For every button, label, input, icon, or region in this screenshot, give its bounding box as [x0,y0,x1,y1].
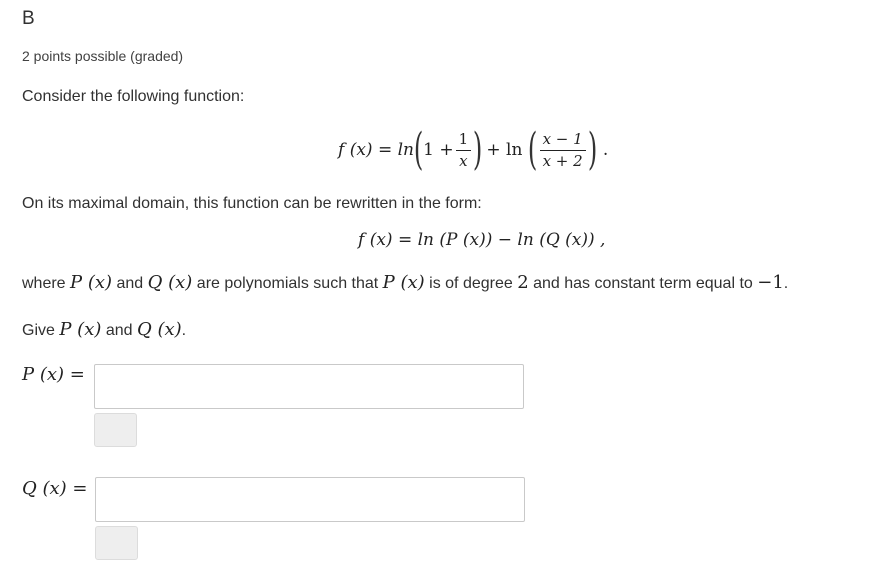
left-paren: ( [413,124,424,175]
fraction-one-over-x [456,130,472,170]
right-paren-2: ) [587,124,597,175]
where-m2: Q (x) [147,272,193,293]
p-answer-label: P (x) = [22,364,85,385]
formula-period: . [602,140,609,160]
where-text [22,272,788,293]
problem-label: B [22,8,35,29]
q-answer-input[interactable] [95,477,525,522]
right-paren: ) [473,124,483,175]
give-t2: and [101,322,137,339]
where-m3: P (x) [382,272,425,293]
give-t1: Give [22,322,60,339]
where-m1: P (x) [70,272,113,293]
give-text [22,319,186,340]
where-t6: . [783,275,789,292]
where-t1: where [22,275,71,292]
fraction-denominator-2: x + 2 [542,152,583,170]
p-answer-input[interactable] [94,364,524,409]
where-t2: and [112,275,148,292]
give-m1: P (x) [59,319,102,340]
intro-text: Consider the following function: [22,88,245,105]
where-m5: −1 [757,272,784,293]
left-paren-2: ( [528,124,538,175]
fraction-denominator: x [459,152,468,170]
where-t3: are polynomials such that [192,275,383,292]
formula-plus-ln: + ln [486,140,523,160]
p-answer-preview [94,413,137,447]
give-t3: . [181,322,187,339]
fraction-bar-2 [540,150,586,151]
where-m4: 2 [517,272,529,293]
q-answer-label: Q (x) = [22,478,88,499]
formula-one: 1 + [423,140,454,160]
rewrite-text: On its maximal domain, this function can be rewritten in the form: [22,195,482,212]
rewritten-formula: f (x) = ln (P (x)) − ln (Q (x)) , [358,230,606,250]
q-answer-preview [95,526,138,560]
function-formula [338,124,608,176]
fraction-bar [456,150,472,151]
fraction-numerator-2: x − 1 [542,130,583,148]
fraction-numerator: 1 [458,130,469,148]
give-m2: Q (x) [136,319,182,340]
points-possible: 2 points possible (graded) [22,48,184,64]
where-t4: is of degree [424,275,518,292]
formula-lhs: f (x) = ln [338,140,414,160]
fraction-x-minus-1-over-x-plus-2 [540,130,586,170]
where-t5: and has constant term equal to [528,275,758,292]
